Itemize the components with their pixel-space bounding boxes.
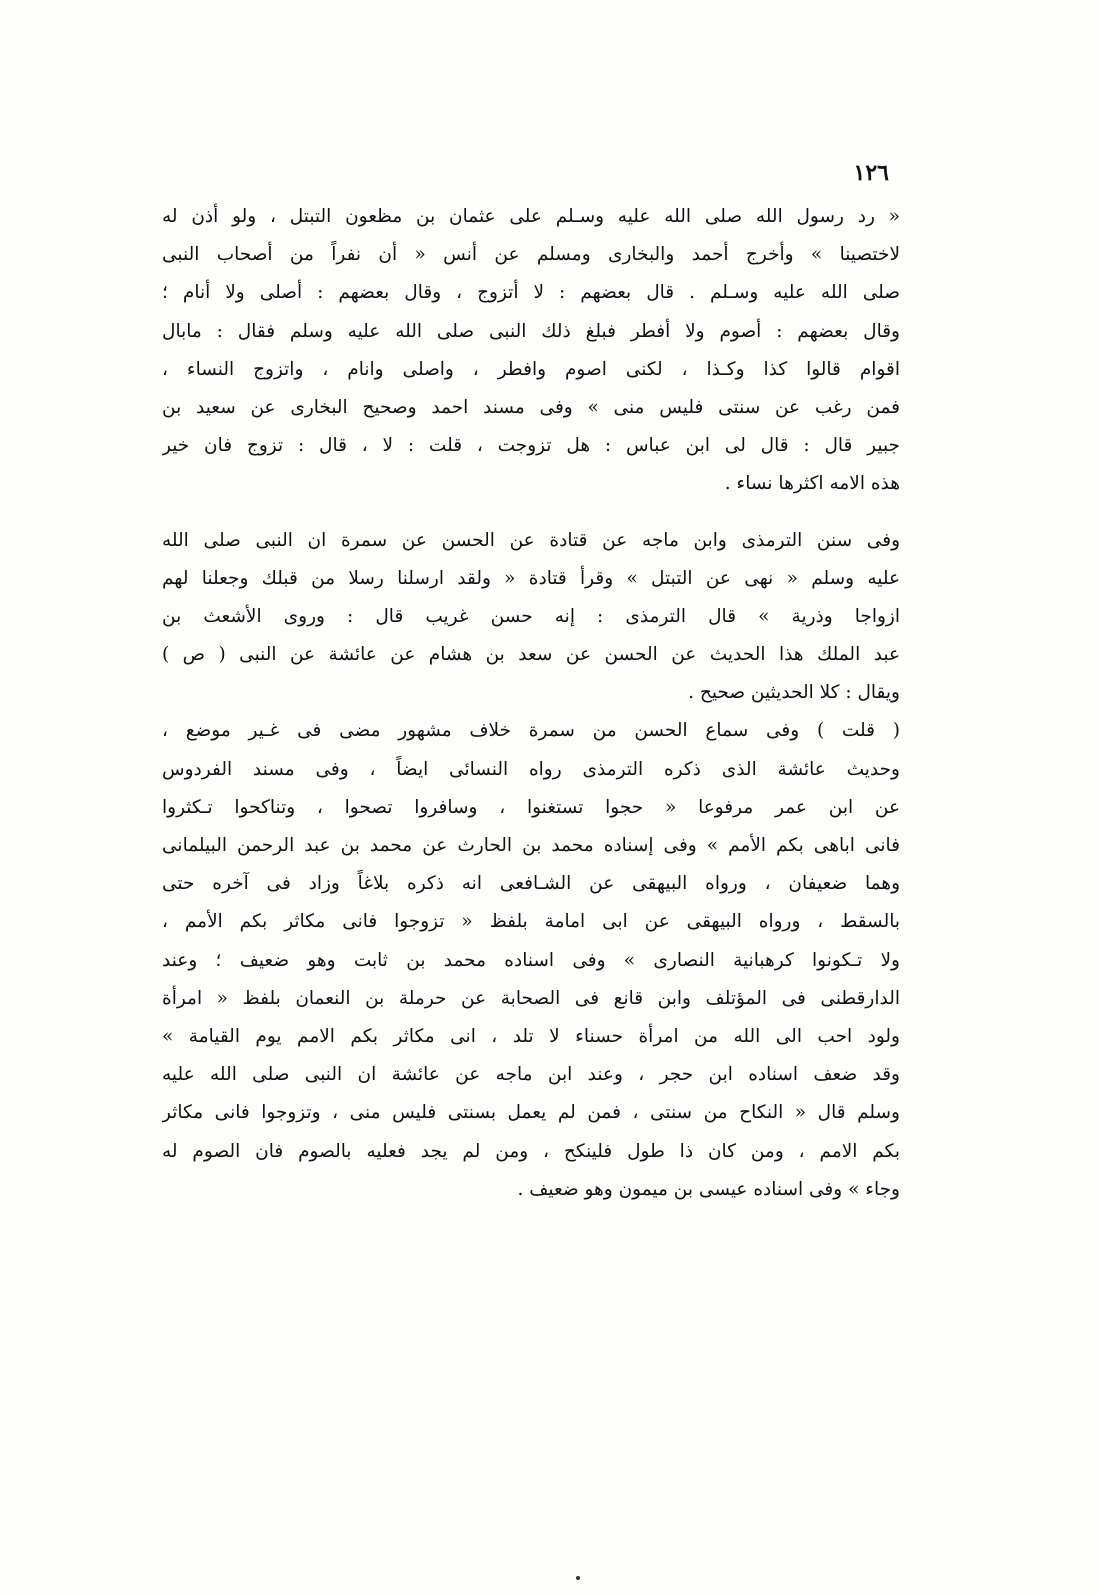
paragraph-gap bbox=[162, 504, 900, 522]
text-line: صلى الله عليه وسـلم . قال بعضهم : لا أتزوج ، وقال بعضهم : أصلى ولا أنام ؛ bbox=[162, 282, 900, 304]
text-line: وقال بعضهم : أصوم ولا أفطر فبلغ ذلك النبى صلى الله عليه وسلم فقال : مابال bbox=[162, 320, 900, 342]
text-line: فمن رغب عن سنتى فليس منى » وفى مسند احمد وصحيح البخارى عن سعيد بن bbox=[162, 396, 900, 418]
text-line: بالسقط ، ورواه البيهقى عن ابى امامة بلفظ « تزوجوا فانى مكاثر بكم الأمم ، bbox=[162, 911, 900, 933]
text-line: بكم الامم ، ومن كان ذا طول فلينكح ، ومن لم يجد فعليه بالصوم فان الصوم له bbox=[162, 1140, 900, 1162]
text-line: وهما ضعيفان ، ورواه البيهقى عن الشـافعى انه ذكره بلاغاً وزاد فى آخره حتى bbox=[162, 873, 900, 895]
text-line: وحديث عائشة الذى ذكره الترمذى رواه النسائى ايضاً ، وفى مسند الفردوس bbox=[162, 758, 900, 780]
text-line: ويقال : كلا الحديثين صحيح . bbox=[688, 682, 900, 704]
text-line: عليه وسلم « نهى عن التبتل » وقرأ قتادة « ولقد ارسلنا رسلا من قبلك وجعلنا لهم bbox=[162, 567, 900, 589]
text-line: « رد رسول الله صلى الله عليه وسـلم على عثمان بن مظعون التبتل ، ولو أذن له bbox=[162, 206, 900, 227]
page-number: ١٢٦ bbox=[853, 160, 889, 186]
text-line: ولود احب الى الله من امرأة حسناء لا تلد ، انى مكاثر بكم الامم يوم القيامة » bbox=[162, 1025, 900, 1047]
paragraph-2 bbox=[162, 522, 900, 713]
text-line: ( قلت ) وفى سماع الحسن من سمرة خلاف مشهور مضى فى غـير موضع ، bbox=[162, 720, 900, 742]
paragraph-1 bbox=[162, 198, 900, 504]
text-line: عن ابن عمر مرفوعا « حجوا تستغنوا ، وسافروا تصحوا ، وتناكحوا تـكثروا bbox=[162, 796, 900, 818]
paragraph-3 bbox=[162, 712, 900, 1208]
body-text bbox=[162, 198, 900, 1209]
text-line: وسلم قال « النكاح من سنتى ، فمن لم يعمل بسنتى فليس منى ، وتزوجوا فانى مكاثر bbox=[162, 1102, 900, 1124]
text-line: فانى اباهى بكم الأمم » وفى إسناده محمد بن الحارث عن محمد بن عبد الرحمن البيلمانى bbox=[162, 835, 900, 856]
text-line: ولا تـكونوا كرهبانية النصارى » وفى اسناده محمد بن ثابت وهو ضعيف ؛ وعند bbox=[162, 949, 900, 971]
text-line: هذه الامه اكثرها نساء . bbox=[724, 473, 900, 495]
text-line: الدارقطنى فى المؤتلف وابن قانع فى الصحابة عن حرملة بن النعمان بلفظ « امرأة bbox=[162, 987, 900, 1009]
text-line: عبد الملك هذا الحديث عن الحسن عن سعد بن هشام عن عائشة عن النبى ( ص ) bbox=[162, 644, 900, 666]
text-line: جبير قال : قال لى ابن عباس : هل تزوجت ، قلت : لا ، قال : تزوج فان خير bbox=[162, 435, 900, 457]
scan-dot-mark bbox=[576, 1576, 580, 1580]
text-line: اقوام قالوا كذا وكـذا ، لكنى اصوم وافطر ، واصلى وانام ، واتزوج النساء ، bbox=[162, 358, 900, 380]
text-line: لاختصينا » وأخرج أحمد والبخارى ومسلم عن أنس « أن نفراً من أصحاب النبى bbox=[162, 244, 900, 266]
text-line: وجاء » وفى اسناده عيسى بن ميمون وهو ضعيف . bbox=[517, 1178, 900, 1200]
text-line: وقد ضعف اسناده ابن حجر ، وعند ابن ماجه عن عائشة ان النبى صلى الله عليه bbox=[162, 1064, 900, 1086]
text-line: ازواجا وذرية » قال الترمذى : إنه حسن غريب قال : وروى الأشعث بن bbox=[162, 605, 900, 627]
text-line: وفى سنن الترمذى وابن ماجه عن قتادة عن الحسن عن سمرة ان النبى صلى الله bbox=[162, 529, 900, 551]
